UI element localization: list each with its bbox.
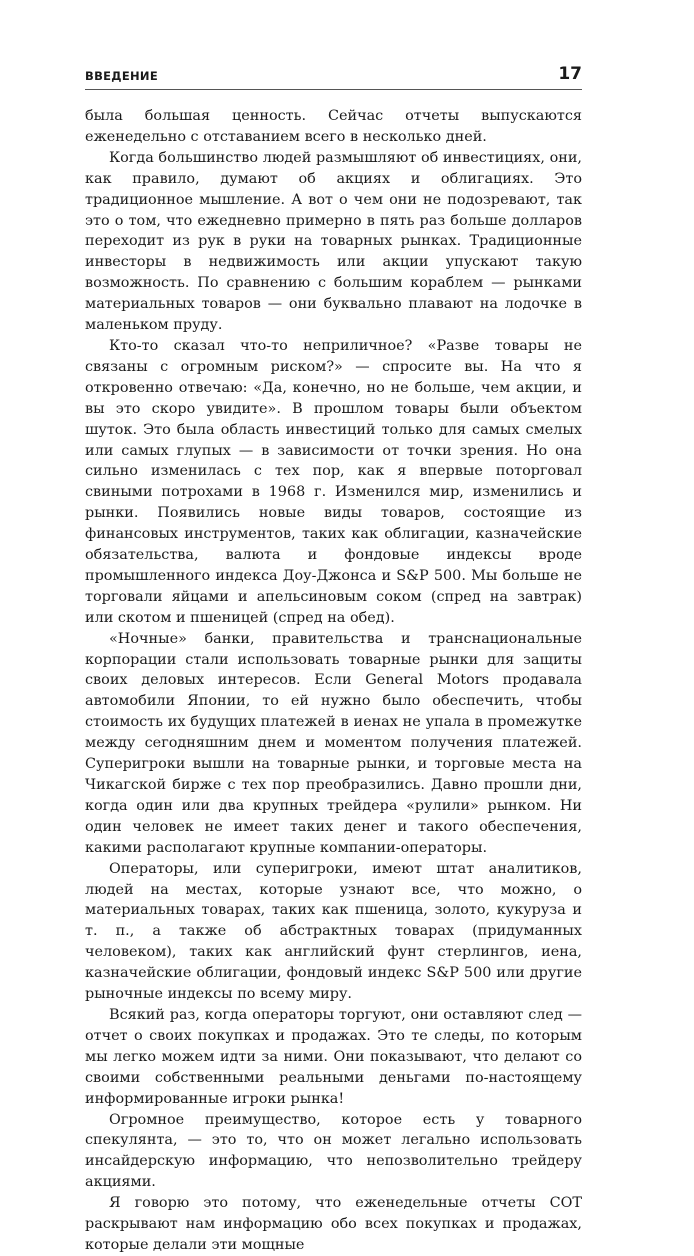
paragraph: Операторы, или суперигроки, имеют штат аналитиков, людей на местах, которые узнают все, что можно, о материальных товарах, таких как пшеница, золото, кукуруза и т. п., а также об абстрактных товарах (придуманных человеком), таких как английский фунт стерлингов, иена, казначейские облигации, фондовый индекс S&P 500 или другие рыночные индексы по всему миру. (85, 860, 582, 1003)
paragraph: была большая ценность. Сейчас отчеты выпускаются еженедельно с отставанием всего в несколько дней. (85, 108, 582, 145)
paragraph: Всякий раз, когда операторы торгуют, они оставляют след — отчет о своих покупках и продажах. Это те следы, по которым мы легко можем идти за ними. Они показывают, что делают со своими собственными реальными деньгами по-настоящему информированные игроки рынка! (85, 1006, 582, 1107)
running-head (85, 64, 582, 88)
paragraph: Я говорю это потому, что еженедельные отчеты COT раскрывают нам информацию обо всех покупках и продажах, которые делали эти мощные (85, 1195, 582, 1253)
paragraph: Огромное преимущество, которое есть у товарного спекулянта, — это то, что он может легально использовать инсайдерскую информацию, что непозволительно трейдеру акциями. (85, 1111, 582, 1191)
paragraph: «Ночные» банки, правительства и транснациональные корпорации стали использовать товарные рынки для защиты своих деловых интересов. Если General Motors продавала автомобили Японии, то ей нужно было обеспечить, чтобы стоимость их будущих платежей в иенах не упала в промежутке между сегодняшним днем и моментом получения платежей. Суперигроки вышли на товарные рынки, и торговые места на Чикагской бирже с тех пор преобразились. Давно прошли дни, когда один или два крупных трейдера «рулили» рынком. Ни один человек не имеет таких денег и такого обеспечения, какими располагают крупные компании-операторы. (85, 630, 582, 856)
paragraph: Кто-то сказал что-то неприличное? «Разве товары не связаны с огромным риском?» — спросите вы. На что я откровенно отвечаю: «Да, конечно, но не больше, чем акции, и вы это скоро увидите». В прошлом товары были объектом шуток. Это была область инвестиций только для самых смелых или самых глупых — в зависимости от точки зрения. Но она сильно изменилась с тех пор, как я впервые поторговал свиными потрохами в 1968 г. Изменился мир, изменились и рынки. Появились новые виды товаров, состоящие из финансовых инструментов, таких как облигации, казначейские обязательства, валюта и фондовые индексы вроде промышленного индекса Доу-Джонса и S&P 500. Мы больше не торговали яйцами и апельсиновым соком (спред на завтрак) или скотом и пшеницей (спред на обед). (85, 337, 582, 626)
body-text (85, 106, 582, 1256)
page-number: 17 (558, 64, 582, 84)
section-title: ВВЕДЕНИЕ (85, 69, 158, 83)
paragraph: Когда большинство людей размышляют об инвестициях, они, как правило, думают об акциях и облигациях. Это традиционное мышление. А вот о чем они не подозревают, так это о том, что ежедневно примерно в пять раз больше долларов переходит из рук в руки на товарных рынках. Традиционные инвесторы в недвижимость или акции упускают такую возможность. По сравнению с большим кораблем — рынками материальных товаров — они буквально плавают на лодочке в маленьком пруду. (85, 149, 582, 334)
header-rule (85, 89, 582, 90)
